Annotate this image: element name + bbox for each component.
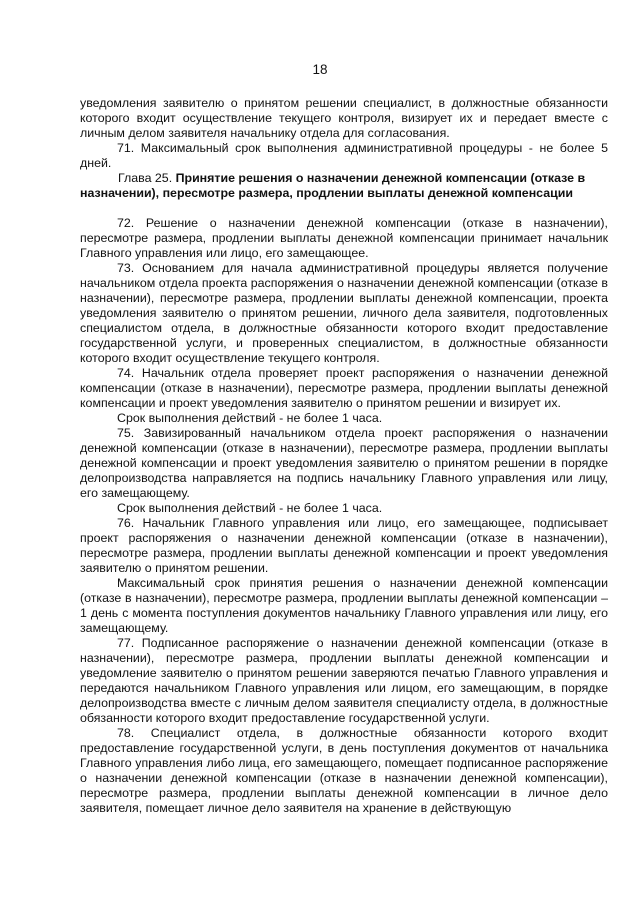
paragraph-73: 73. Основанием для начала административной процедуры является получение начальником отдела проекта распоряжения о назначении денежной компенсации (отказе в назначении), пересмотре размера, продлении выплаты денежной компенсации, проекта уведомления заявителю о принятом решении, личного дела заявителя, подготовленных специалистом отдела, в должностные обязанности которого входит предоставление государственной услуги, и проверенных специалистом, в должностные обязанности которого входит осуществление текущего контроля.	[80, 261, 608, 365]
paragraph-72: 72. Решение о назначении денежной компенсации (отказе в назначении), пересмотре размера, продлении выплаты денежной компенсации принимает начальник Главного управления или лицо, его замещающее.	[80, 216, 608, 260]
paragraph-74: 74. Начальник отдела проверяет проект распоряжения о назначении денежной компенсации (отказе в назначении), пересмотре размера, продлении выплаты денежной компенсации и проект уведомления заявителю о принятом решении и визирует их.	[80, 366, 608, 410]
document-body	[80, 96, 608, 816]
paragraph-76: 76. Начальник Главного управления или лицо, его замещающее, подписывает проект распоряжения о назначении денежной компенсации (отказе в назначении), пересмотре размера, продлении выплаты денежной компенсации и проект уведомления заявителю о принятом решении.	[80, 516, 608, 575]
paragraph-intro: уведомления заявителю о принятом решении специалист, в должностные обязанности которого входит осуществление текущего контроля, визирует их и передает вместе с личным делом заявителя начальнику отдела для согласования.	[80, 96, 608, 140]
paragraph-77: 77. Подписанное распоряжение о назначении денежной компенсации (отказе в назначении), пересмотре размера, продлении выплаты денежной компенсации и уведомление заявителю о принятом решении заверяются печатью Главного управления и передаются начальником Главного управления или лицом, его замещающим, в порядке делопроизводства вместе с личным делом заявителя специалисту отдела, в должностные обязанности которого входит предоставление государственной услуги.	[80, 636, 608, 725]
paragraph-75: 75. Завизированный начальником отдела проект распоряжения о назначении денежной компенсации (отказе в назначении), пересмотре размера, продлении выплаты денежной компенсации и проект уведомления заявителю о принятом решении в порядке делопроизводства направляется на подпись начальнику Главного управления или лицу, его замещающему.	[80, 426, 608, 500]
page-number: 18	[312, 62, 328, 77]
deadline-note-1: Срок выполнения действий - не более 1 часа.	[117, 411, 383, 425]
paragraph-71: 71. Максимальный срок выполнения административной процедуры - не более 5 дней.	[80, 141, 608, 170]
paragraph-76-max-term: Максимальный срок принятия решения о назначении денежной компенсации (отказе в назначении), пересмотре размера, продлении выплаты денежной компенсации – 1 день с момента поступления документов начальнику Главного управления или лицу, его замещающему.	[80, 576, 608, 635]
chapter-title: Принятие решения о назначении денежной компенсации (отказе в назначении), пересмотре размера, продлении выплаты денежной компенсации	[80, 171, 586, 200]
chapter-heading	[80, 171, 608, 201]
deadline-note-2: Срок выполнения действий - не более 1 часа.	[117, 501, 383, 515]
paragraph-78: 78. Специалист отдела, в должностные обязанности которого входит предоставление государственной услуги, в день поступления документов от начальника Главного управления либо лица, его замещающего, помещает подписанное распоряжение о назначении денежной компенсации (отказе в назначении денежной компенсации), пересмотре размера, продлении выплаты денежной компенсации в личное дело заявителя, помещает личное дело заявителя на хранение в действующую	[80, 726, 608, 815]
chapter-label: Глава 25.	[118, 171, 173, 185]
